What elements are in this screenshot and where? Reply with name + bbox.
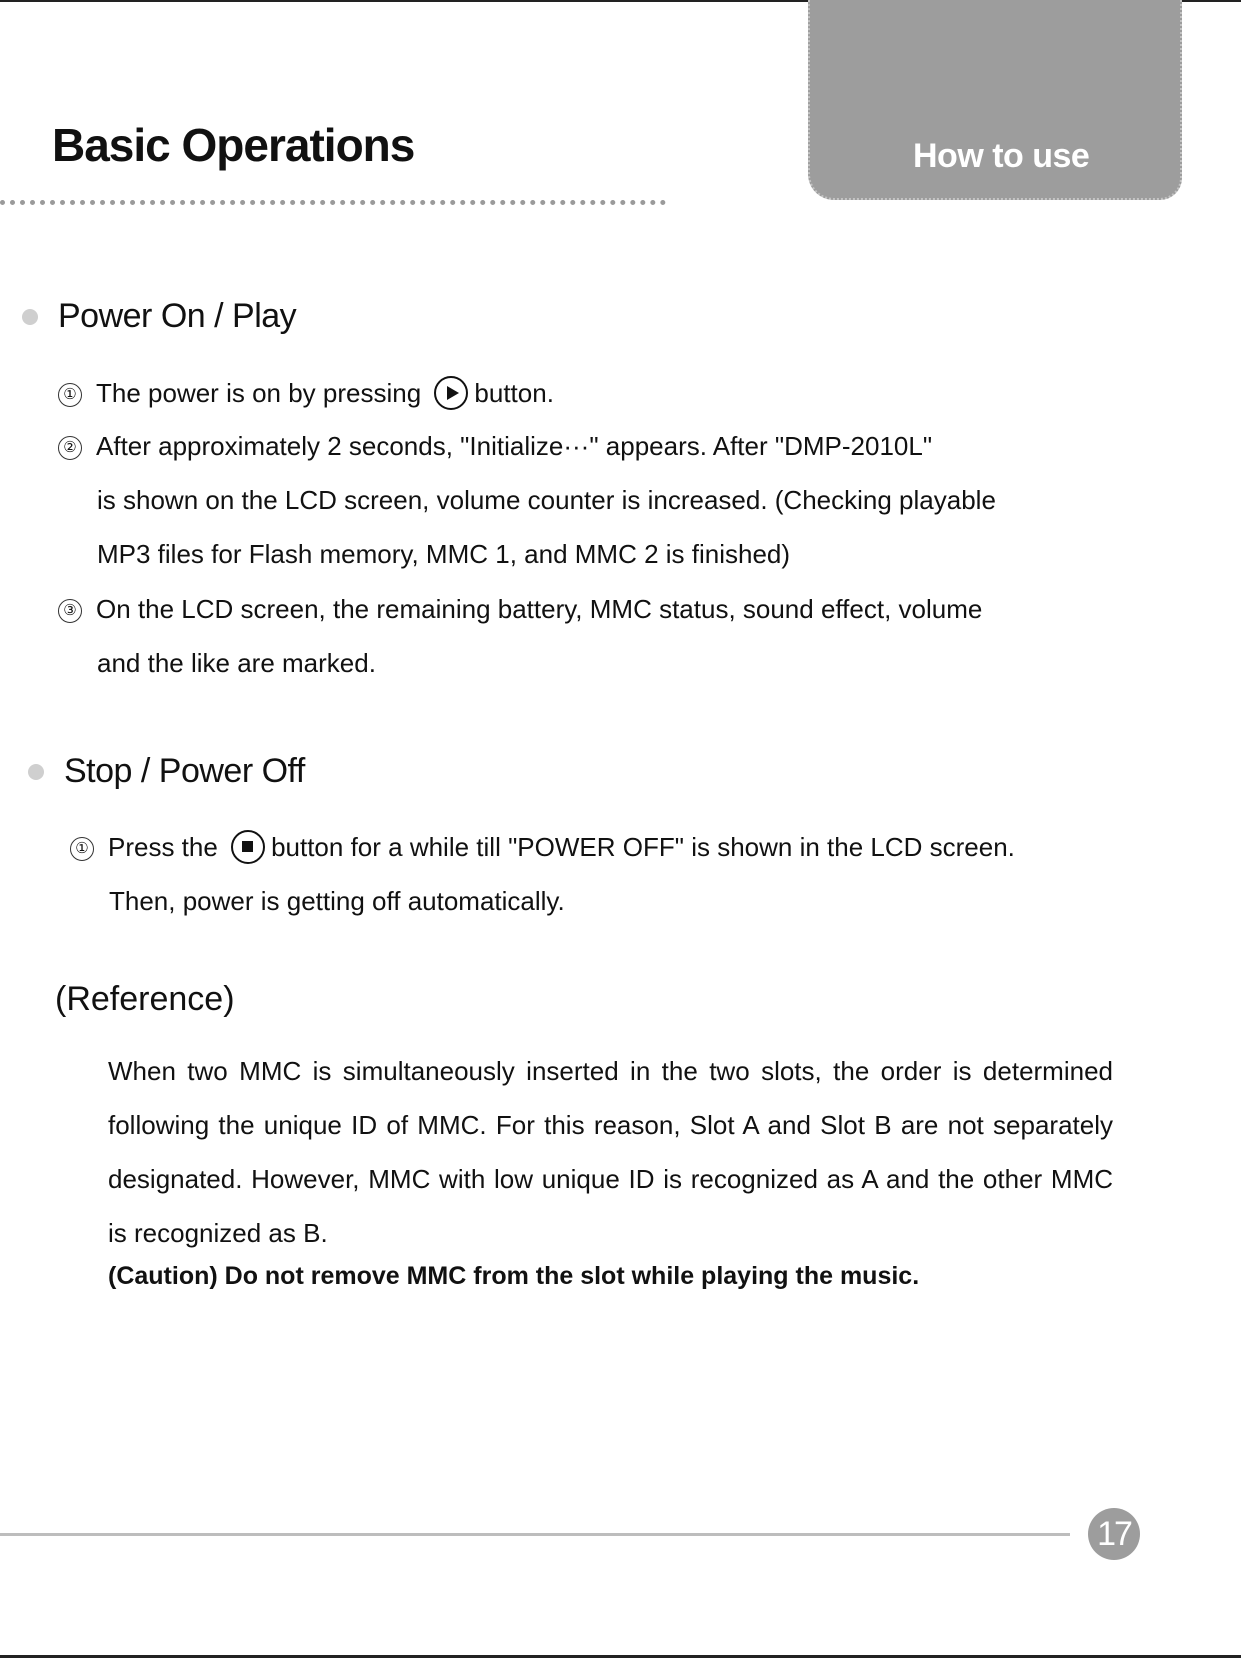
title-underline — [0, 200, 666, 205]
bottom-border — [0, 1655, 1241, 1658]
power-on-step-2: ② After approximately 2 seconds, "Initialize···" appears. After "DMP-2010L" — [58, 431, 932, 462]
power-on-step-3: ③ On the LCD screen, the remaining battery, MMC status, sound effect, volume — [58, 594, 982, 625]
page-number-badge: 17 — [1088, 1508, 1140, 1560]
section-bullet — [28, 764, 44, 780]
step-number: ③ — [58, 599, 82, 623]
section-tab-label: How to use — [913, 137, 1090, 175]
power-off-step-1-cont: Then, power is getting off automatically. — [109, 886, 565, 916]
reference-paragraph: When two MMC is simultaneously inserted in the two slots, the order is determined following the unique ID of MMC. For this reason, Slot A and Slot B are not separately designated. However, MMC with low unique ID is recognized as A and the other MMC is recognized as B. — [108, 1056, 1113, 1248]
step-number: ① — [58, 383, 82, 407]
section-bullet — [22, 309, 38, 325]
power-off-step-1: ① Press the button for a while till "POWER OFF" is shown in the LCD screen. — [70, 830, 1015, 864]
power-on-step-2-cont: is shown on the LCD screen, volume counter is increased. (Checking playable — [97, 485, 996, 515]
section-heading-power-off: Stop / Power Off — [64, 752, 305, 790]
caution-note: (Caution) Do not remove MMC from the slot while playing the music. — [108, 1262, 920, 1290]
section-heading-power-on: Power On / Play — [58, 297, 297, 335]
step-number: ① — [70, 837, 94, 861]
power-on-step-3-cont: and the like are marked. — [97, 648, 376, 678]
play-button-icon — [434, 376, 468, 410]
power-on-step-1: ① The power is on by pressing button. — [58, 376, 554, 410]
page-title: Basic Operations — [52, 119, 415, 171]
stop-button-icon — [231, 830, 265, 864]
footer-rule — [0, 1533, 1070, 1536]
power-on-step-2-cont: MP3 files for Flash memory, MMC 1, and MMC 2 is finished) — [97, 539, 791, 569]
reference-heading: (Reference) — [55, 980, 235, 1018]
step-number: ② — [58, 436, 82, 460]
